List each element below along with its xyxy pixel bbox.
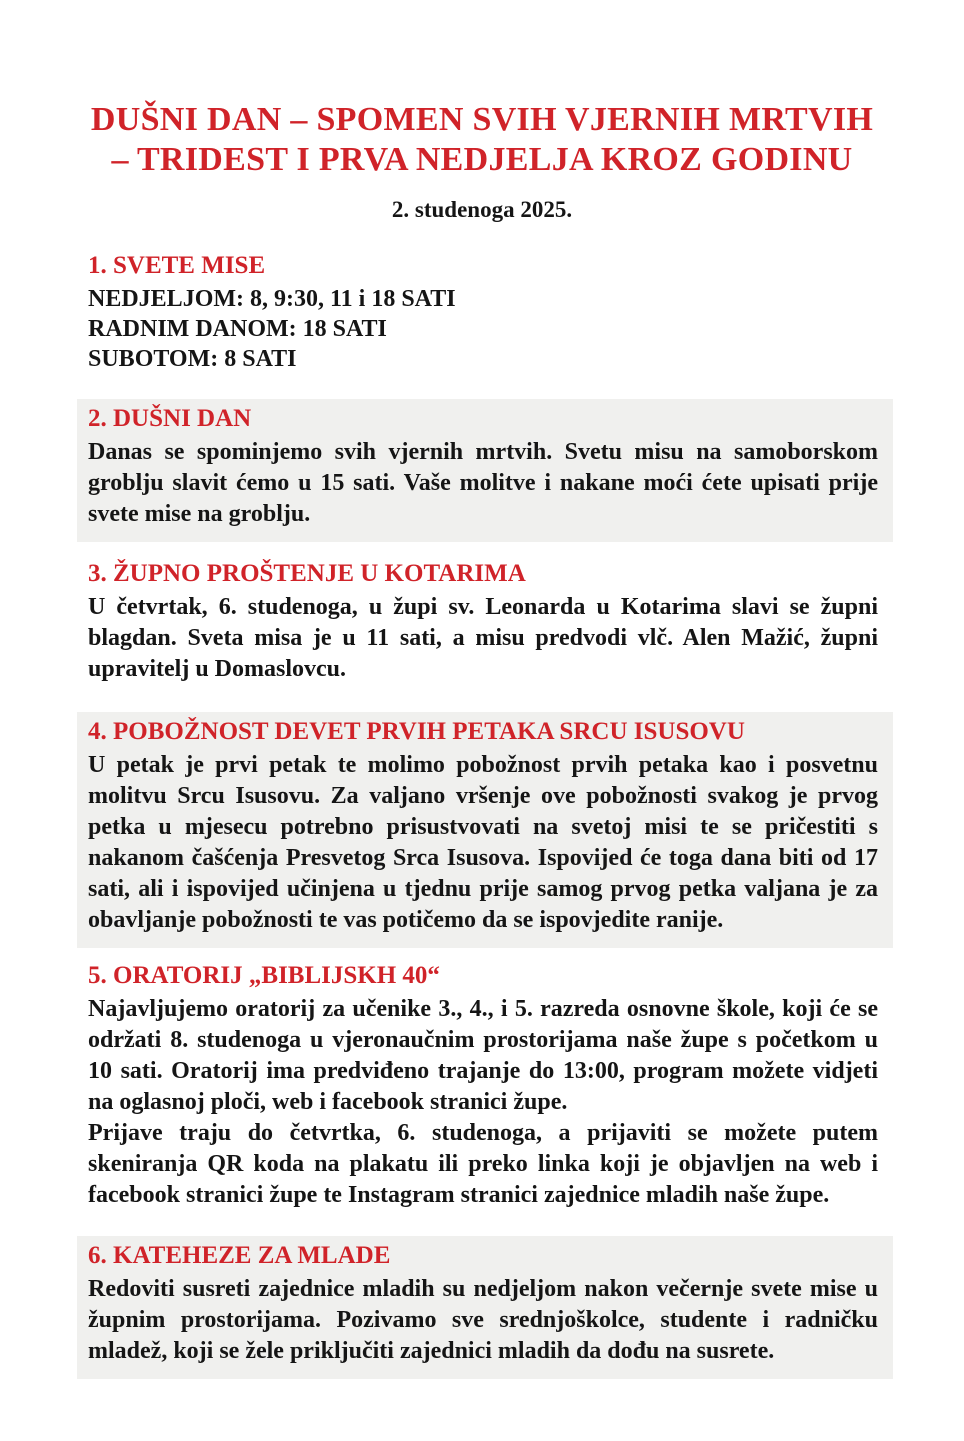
section-kateheze-za-mlade <box>77 1236 893 1379</box>
section-paragraph: Danas se spominjemo svih vjernih mrtvih. Svetu misu na samoborskom groblju slavit ćemo u 15 sati. Vaše molitve i nakane moći ćete upisati prije svete mise na groblju. <box>88 439 878 527</box>
section-heading: 6. KATEHEZE ZA MLADE <box>88 1242 391 1269</box>
page-title <box>0 0 964 180</box>
section-svete-mise <box>77 246 893 374</box>
sections-container <box>0 246 964 1379</box>
section-paragraph: U petak je prvi petak te molimo pobožnost prvih petaka kao i posvetnu molitvu Srcu Isusovu. Za valjano vršenje ove pobožnosti svakog je prvog petka u mjesecu potrebno prisustvovati na svetoj misi te se pričestiti s nakanom čašćenja Presvetog Srca Isusova. Ispovijed će toga dana biti od 17 sati, ali i ispovijed učinjena u tjednu prije samog prvog petka valjana je za obavljanje pobožnosti te vas potičemo da se ispovjedite ranije. <box>88 752 878 933</box>
document-date: 2. studenoga 2025. <box>391 197 573 222</box>
section-paragraph: Najavljujemo oratorij za učenike 3., 4., i 5. razreda osnovne škole, koji će se održati 8. studenoga u vjeronaučnim prostorijama naše župe s početkom u 10 sati. Oratorij ima predviđeno trajanje do 13:00, program možete vidjeti na oglasnoj ploči, web i facebook stranici župe. <box>88 996 878 1115</box>
mass-schedule-line: SUBOTOM: 8 SATI <box>88 346 297 372</box>
section-dusni-dan <box>77 399 893 542</box>
section-paragraph: Redoviti susreti zajednice mladih su nedjeljom nakon večernje svete mise u župnim prostorijama. Pozivamo sve srednjoškolce, studente i radničku mladež, koji se žele priključiti zajednici mladih da dođu na susrete. <box>88 1276 878 1364</box>
section-paragraph: U četvrtak, 6. studenoga, u župi sv. Leonarda u Kotarima slavi se župni blagdan. Sveta misa je u 11 sati, a misu predvodi vlč. Alen Mažić, župni upravitelj u Domaslovcu. <box>88 594 878 682</box>
section-paragraph: Prijave traju do četvrtka, 6. studenoga, a prijaviti se možete putem skeniranja QR koda na plakatu ili preko linka koji je objavljen na web i facebook stranici župe te Instagram stranici zajednice mladih naše župe. <box>88 1120 878 1208</box>
section-poboznost-prvih-petaka <box>77 712 893 948</box>
section-oratorij <box>77 956 893 1223</box>
mass-schedule-line: NEDJELJOM: 8, 9:30, 11 i 18 SATI <box>88 286 456 312</box>
section-heading: 4. POBOŽNOST DEVET PRVIH PETAKA SRCU ISUSOVU <box>88 718 745 745</box>
mass-schedule-line: RADNIM DANOM: 18 SATI <box>88 316 387 342</box>
section-heading: 2. DUŠNI DAN <box>88 405 252 432</box>
section-heading: 1. SVETE MISE <box>88 252 266 279</box>
section-zupno-prostenje <box>77 554 893 697</box>
section-heading: 5. ORATORIJ „BIBLIJSKH 40“ <box>88 962 440 989</box>
page-title-line1: DUŠNI DAN – SPOMEN SVIH VJERNIH MRTVIH <box>90 101 874 138</box>
section-heading: 3. ŽUPNO PROŠTENJE U KOTARIMA <box>88 560 526 587</box>
page-title-line2: – TRIDEST I PRVA NEDJELJA KROZ GODINU <box>111 141 853 178</box>
